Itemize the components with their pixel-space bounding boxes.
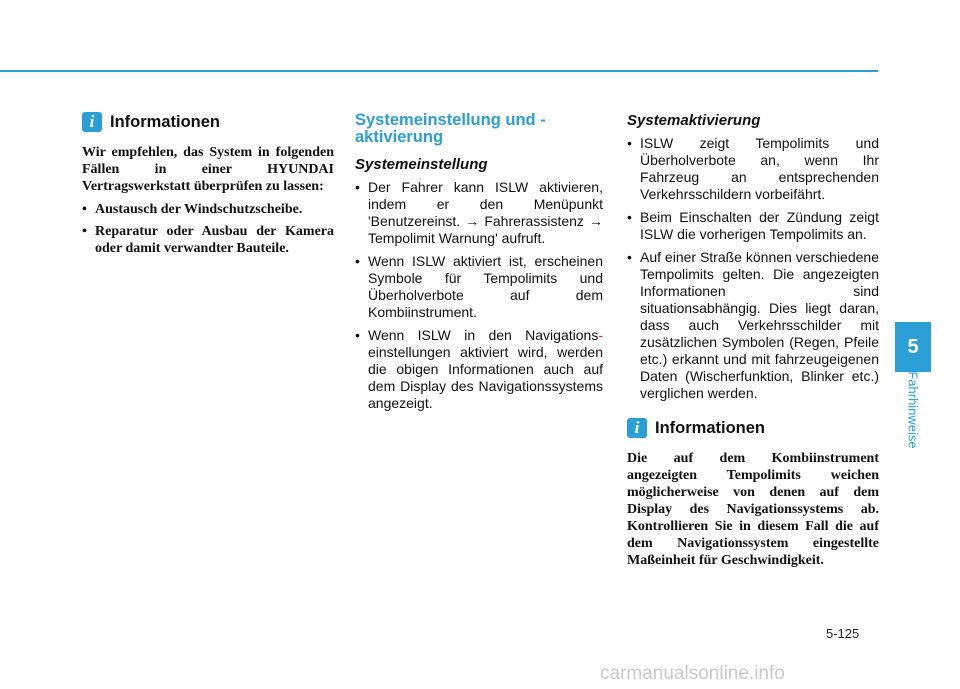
- hyphen-mark: -: [598, 327, 603, 343]
- settings-list: [355, 179, 603, 412]
- info-box-left: [82, 112, 334, 262]
- list-item: • Beim Einschalten der Zündung zeigt ISLW die vorherigen Tempolimits an.: [627, 209, 879, 243]
- chapter-label: Fahrhinweise: [905, 371, 921, 449]
- info-intro: Wir empfehlen, das System in folgenden Fällen in einer HYUNDAI Vertragswerkstatt überprüfen zu lassen:: [82, 145, 334, 194]
- info-icon: i: [627, 418, 647, 438]
- subsection-title: Systemaktivierung: [627, 112, 761, 129]
- info-list: [82, 201, 334, 257]
- info-text: Die auf dem Kombiinstrument angezeigten Tempolimits weichen möglicherweise von denen auf dem Display des Navigationssystems ab. Kontrollieren Sie in diesem Fall die auf dem Navigationssystem eingestellte Maßeinheit für Geschwindigkeit.: [627, 451, 879, 568]
- activation-list: [627, 135, 879, 402]
- info-heading: [627, 418, 879, 438]
- chapter-tab: 5: [895, 322, 931, 372]
- arrow-icon: →: [465, 213, 480, 229]
- info-title: Informationen: [655, 418, 765, 437]
- info-heading: [82, 112, 334, 132]
- list-item: • Wenn ISLW in den Navigations-einstellungen aktiviert wird, werden die obigen Informationen auch auf dem Display des Navigationssystems angezeigt.: [355, 327, 603, 412]
- list-item: • Auf einer Straße können verschiedene Tempolimits gelten. Die angezeigten Informationen sind situationsabhängig. Dies liegt daran, dass auch Verkehrsschilder mit zusätzlichen Symbolen (Regen, Pfeile etc.) erkannt und mit fahrzeugeigenen Daten (Wischerfunktion, Blinker etc.) verglichen werden.: [627, 249, 879, 402]
- activation-section: [627, 112, 879, 575]
- info-icon: i: [82, 112, 102, 132]
- arrow-icon: →: [589, 213, 603, 229]
- list-item: • ISLW zeigt Tempolimits und Überholverbote an, wenn Ihr Fahrzeug an entsprechenden Verkehrsschildern vorbeifährt.: [627, 135, 879, 203]
- list-item: • Der Fahrer kann ISLW aktivieren, indem er den Menüpunkt 'Benutzereinst. → Fahrerassistenz → Tempolimit Warnung' aufruft.: [355, 179, 603, 247]
- list-item: • Austausch der Windschutzscheibe.: [82, 201, 334, 218]
- settings-section: [355, 112, 603, 418]
- top-rule: [0, 70, 878, 72]
- watermark: carmanualsonline.info: [600, 663, 785, 684]
- list-item: • Wenn ISLW aktiviert ist, erscheinen Symbole für Tempolimits und Überholverbote auf dem Kombiinstrument.: [355, 253, 603, 321]
- page-number: 5-125: [826, 626, 860, 641]
- info-title: Informationen: [110, 112, 220, 131]
- list-item: • Reparatur oder Ausbau der Kamera oder damit verwandter Bauteile.: [82, 223, 334, 257]
- section-title: Systemeinstellung und - aktivierung: [355, 111, 546, 146]
- subsection-title: Systemeinstellung: [355, 156, 488, 173]
